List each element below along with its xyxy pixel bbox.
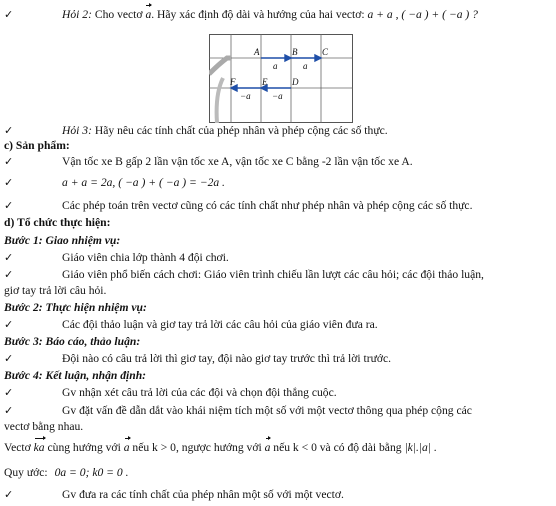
section-d-heading: d) Tổ chức thực hiện: [4,216,111,229]
check-icon: ✓ [4,404,14,417]
check-icon: ✓ [4,352,14,365]
check-icon: ✓ [4,155,14,168]
question-3-text: Hãy nêu các tính chất của phép nhân và phép cộng các số thực. [94,124,388,137]
label-E: E [262,77,268,87]
question-2-expression: a + a , ( −a ) + ( −a ) ? [367,8,478,21]
step-4-item-2-cont: vectơ bằng nhau. [4,420,84,433]
step-1-heading: Bước 1: Giao nhiệm vụ: [4,234,121,247]
vector-label-4: −a [272,91,283,101]
vector-grid-figure [209,34,353,123]
step-1-item-2-cont: giơ tay trả lời câu hỏi. [4,284,107,297]
definition-ka-row: Vectơ ka cùng hướng với a nếu k > 0, ngược hướng với a nếu k < 0 và có độ dài bằng |k|.|a| . [4,441,437,454]
check-icon: ✓ [4,318,14,331]
question-3-label: Hỏi 3: [62,124,92,137]
vector-ka: ka [33,441,45,454]
check-icon: ✓ [4,199,14,212]
step-2-heading: Bước 2: Thực hiện nhiệm vụ: [4,301,147,314]
question-2-text: Cho vectơ [94,8,143,21]
question-2-text-2: . Hãy xác định độ dài và hướng của hai vectơ: [151,8,365,21]
check-icon: ✓ [4,268,14,281]
step-3-heading: Bước 3: Báo cáo, thảo luận: [4,335,141,348]
check-icon: ✓ [4,386,14,399]
question-2-label: Hỏi 2: [62,8,92,21]
check-icon: ✓ [4,124,14,137]
check-icon: ✓ [4,176,14,189]
document-page: ✓ Hỏi 2: Cho vectơ a. Hãy xác định độ dài và hướng của hai vectơ: a + a , ( −a ) + ( −a ) ? A B C F E D a a −a −a ✓ Hỏi 3: Hãy nêu các tính chất của phép nhân và phép cộng các số thực. c) Sản phẩm: ✓ Vận tốc xe B gấp 2 lần vận tốc xe A, vận tốc xe C bằng -2 lần vận tốc xe A. ✓ a + a = 2a, ( −a ) + ( −a ) = −2a . ✓ Các phép toán trên vectơ cũng có các tính chất như phép nhân và phép cộng các số thực. d) Tổ chức thực hiện: Bước 1: Giao nhiệm vụ: ✓ Giáo viên chia lớp thành 4 đội chơi. ✓ Giáo viên phổ biến cách chơi: Giáo viên trình chiếu lần lượt các câu hỏi; các đội thảo luận, giơ tay trả lời câu hỏi. Bước 2: Thực hiện nhiệm vụ: ✓ Các đội thảo luận và giơ tay trả lời các câu hỏi của giáo viên đưa ra. Bước 3: Báo cáo, thảo luận: ✓ Đội nào có câu trả lời thì giơ tay, đội nào giơ tay trước thì trả lời trước. Bước 4: Kết luận, nhận định: ✓ Gv nhận xét câu trả lời của các đội và chọn đội thắng cuộc. ✓ Gv đặt vấn đề dẫn dắt vào khái niệm tích một số với một vectơ thông qua phép cộng các vectơ bằng nhau. Vectơ ka cùng hướng với a nếu k > 0, ngược hướng với a nếu k < 0 và có độ dài bằng |k|.|a| . Quy ước: 0a = 0; k0 = 0 . ✓ Gv đưa ra các tính chất của phép nhân một số với một vectơ. [0,0,556,506]
vector-label-1: a [273,61,278,71]
label-D: D [292,77,299,87]
section-c-heading: c) Sản phẩm: [4,139,70,152]
label-B: B [292,47,298,57]
convention-row: Quy ước: 0a = 0; k0 = 0 . [4,466,129,479]
step-4-heading: Bước 4: Kết luận, nhận định: [4,369,147,382]
vector-label-2: a [303,61,308,71]
label-C: C [322,47,329,57]
check-icon: ✓ [4,488,14,501]
vector-label-3: −a [240,91,251,101]
check-icon: ✓ [4,251,14,264]
label-F: F [230,77,236,87]
label-A: A [254,47,260,57]
check-icon: ✓ [4,8,14,21]
